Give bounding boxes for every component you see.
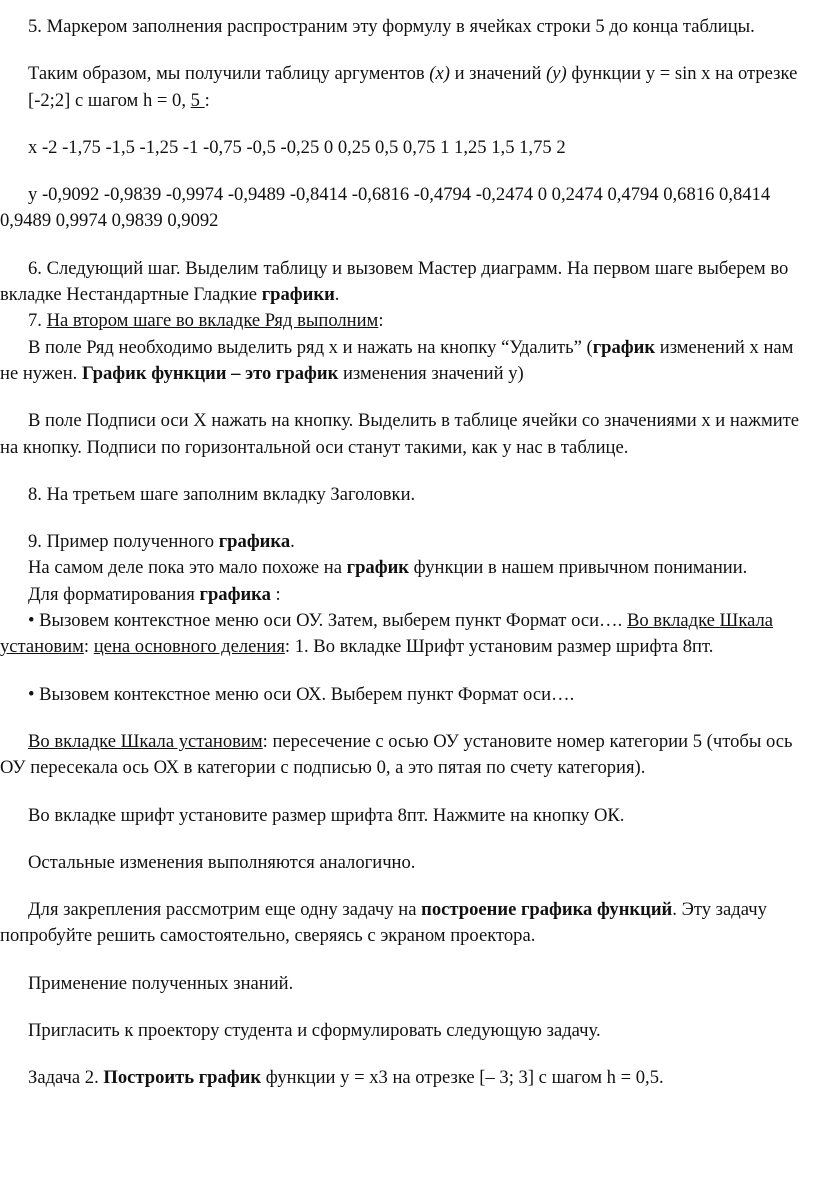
apply-paragraph: Применение полученных знаний. xyxy=(28,972,294,994)
result-intro-paragraph: Таким образом, мы получили таблицу аргументов (x) и значений (y) функции y = sin x на отрезке xyxy=(28,63,798,85)
bullet-oy-paragraph: • Вызовем контекстное меню оси ОУ. Затем, выберем пункт Формат оси…. Во вкладке Шкала установим: цена основного деления: 1. Во вкладке Шрифт установим размер шрифта 8пт. xyxy=(0,610,774,658)
step9-paragraph: 9. Пример полученного графика. xyxy=(28,531,295,553)
in-fact-paragraph: На самом деле пока это мало похоже на график функции в нашем привычном понимании. xyxy=(28,557,748,579)
range-line: [-2;2] с шагом h = 0, 5 : xyxy=(28,89,210,111)
others-paragraph: Остальные изменения выполняются аналогично. xyxy=(28,851,416,873)
y-values-row: y -0,9092 -0,9839 -0,9974 -0,9489 -0,8414 -0,6816 -0,4794 -0,2474 0 0,2474 0,4794 0,6816 0,8414 0,9489 0,9974 0,9839 0,9092 xyxy=(0,184,771,232)
axis-labels-paragraph: В поле Подписи оси X нажать на кнопку. Выделить в таблице ячейки со значениями x и нажмите на кнопку. Подписи по горизонтальной оси станут такими, как у нас в таблице. xyxy=(0,410,800,458)
consolidate-paragraph: Для закрепления рассмотрим еще одну задачу на построение графика функций. Эту задачу попробуйте решить самостоятельно, сверяясь с экраном проектора. xyxy=(0,899,767,947)
step5-paragraph: 5. Маркером заполнения распространим эту формулу в ячейках строки 5 до конца таблицы. xyxy=(28,16,755,37)
step-value: 5 xyxy=(190,89,205,111)
step7-paragraph: 7. На втором шаге во вкладке Ряд выполним: xyxy=(28,310,384,332)
step8-paragraph: 8. На третьем шаге заполним вкладку Заголовки. xyxy=(28,483,416,505)
row-field-paragraph: В поле Ряд необходимо выделить ряд x и нажать на кнопку “Удалить” (график изменений x нам не нужен. График функции – это график изменения значений y) xyxy=(0,336,794,384)
scale-tab-paragraph: Во вкладке Шкала установим: пересечение с осью ОУ установите номер категории 5 (чтобы ось ОУ пересекала ось ОХ в категории с подписью 0, а это пятая по счету категория). xyxy=(0,730,793,779)
bullet-ox-paragraph: • Вызовем контекстное меню оси ОХ. Выберем пункт Формат оси…. xyxy=(28,683,575,705)
font-tab-paragraph: Во вкладке шрифт установите размер шрифта 8пт. Нажмите на кнопку ОК. xyxy=(28,804,625,826)
step6-paragraph: 6. Следующий шаг. Выделим таблицу и вызовем Мастер диаграмм. На первом шаге выберем во вкладке Нестандартные Гладкие графики. xyxy=(0,257,789,306)
invite-paragraph: Пригласить к проектору студента и сформулировать следующую задачу. xyxy=(28,1020,601,1042)
task2-paragraph: Задача 2. Построить график функции y = x3 на отрезке [– 3; 3] с шагом h = 0,5. xyxy=(28,1067,664,1089)
for-format-paragraph: Для форматирования графика : xyxy=(28,583,281,605)
x-values-row: x -2 -1,75 -1,5 -1,25 -1 -0,75 -0,5 -0,25 0 0,25 0,5 0,75 1 1,25 1,5 1,75 2 xyxy=(28,136,566,158)
